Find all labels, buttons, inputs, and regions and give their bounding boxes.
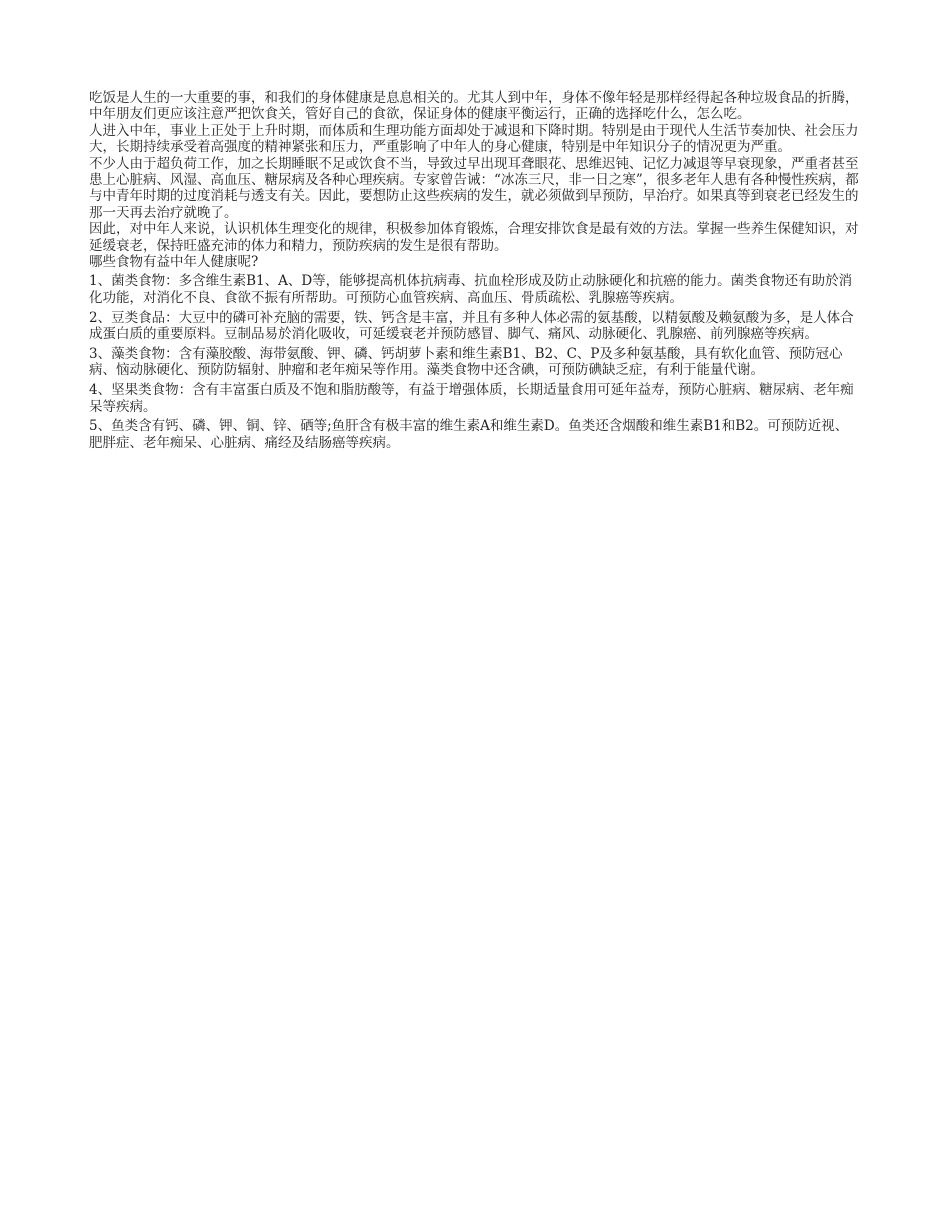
intro-paragraph: 吃饭是人生的一大重要的事，和我们的身体健康是息息相关的。尤其人到中年，身体不像年轻是那样经得起各种垃圾食品的折腾，中年朋友们更应该注意严把饮食关，管好自己的食欲，保证身体的健康平衡运行，正确的选择吃什么，怎么吃。 [89,90,859,123]
food-item-mushrooms: 1、菌类食物：多含维生素B1、A、D等，能够提高机体抗病毒、抗血栓形成及防止动脉硬化和抗癌的能力。菌类食物还有助於消化功能，对消化不良、食欲不振有所帮助。可预防心血管疾病、高血压、骨质疏松、乳腺癌等疾病。 [89,273,853,307]
advice-paragraph: 因此，对中年人来说，认识机体生理变化的规律，积极参加体育锻炼，合理安排饮食是最有效的方法。掌握一些养生保健知识，对延缓衰老，保持旺盛充沛的体力和精力，预防疾病的发生是很有帮助。 [89,221,859,254]
document-body [89,90,861,451]
midlife-pressure-paragraph: 人进入中年，事业上正处于上升时期，而体质和生理功能方面却处于减退和下降时期。特别是由于现代人生活节奏加快、社会压力大，长期持续承受着高强度的精神紧张和压力，严重影响了中年人的身心健康，特别是中年知识分子的情况更为严重。 [89,122,859,156]
food-item-nuts: 4、坚果类食物：含有丰富蛋白质及不饱和脂肪酸等，有益于增强体质，长期适量食用可延年益寿，预防心脏病、糖尿病、老年痴呆等疾病。 [89,382,854,415]
foods-question-heading: 哪些食物有益中年人健康呢? [89,254,259,271]
food-item-fish: 5、鱼类含有钙、磷、钾、铜、锌、硒等;鱼肝含有极丰富的维生素A和维生素D。鱼类还含烟酸和维生素B1和B2。可预防近视、肥胖症、老年痴呆、心脏病、痛经及结肠癌等疾病。 [89,418,849,451]
food-item-beans: 2、豆类食品：大豆中的磷可补充脑的需要，铁、钙含是丰富，并且有多种人体必需的氨基酸，以精氨酸及赖氨酸为多，是人体合成蛋白质的重要原料。豆制品易於消化吸收，可延缓衰老并预防感冒、脚气、痛风、动脉硬化、乳腺癌、前列腺癌等疾病。 [89,309,854,343]
early-aging-paragraph: 不少人由于超负荷工作，加之长期睡眠不足或饮食不当，导致过早出现耳聋眼花、思维迟钝、记忆力减退等早衰现象，严重者甚至患上心脏病、风湿、高血压、糖尿病及各种心理疾病。专家曾告诫：“冰冻三尺，非一日之寒”，很多老年人患有各种慢性疾病，都与中青年时期的过度消耗与透支有关。因此，要想防止这些疾病的发生，就必须做到早预防，早治疗。如果真等到衰老已经发生的那一天再去治疗就晚了。 [89,155,859,221]
food-item-algae: 3、藻类食物：含有藻胶酸、海带氨酸、钾、磷、钙胡萝卜素和维生素B1、B2、C、P及多种氨基酸，具有软化血管、预防冠心病、恼动脉硬化、预防防辐射、肿瘤和老年痴呆等作用。藻类食物中还含碘，可预防碘缺乏症，有利于能量代谢。 [89,345,843,379]
